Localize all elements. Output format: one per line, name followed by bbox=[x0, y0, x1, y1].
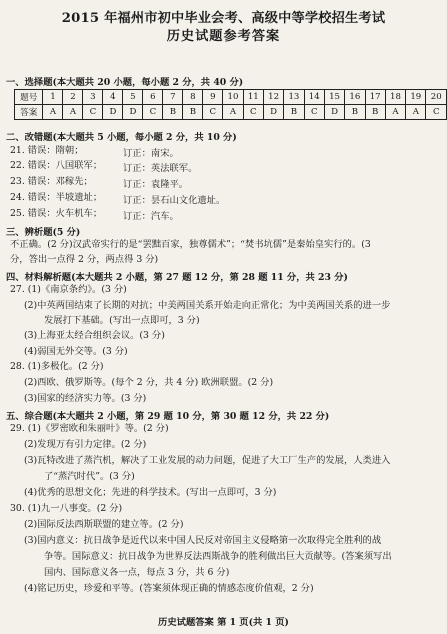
question-number-cell: 12 bbox=[263, 90, 283, 105]
question-number-cell: 17 bbox=[365, 90, 385, 105]
question-number-cell: 8 bbox=[183, 90, 203, 105]
answer-cell: C bbox=[203, 105, 223, 120]
q27-1: 27. (1)《南京条约》。(3 分) bbox=[10, 284, 127, 295]
section2-heading: 二、改错题(本大题共 5 小题，每小题 2 分，共 10 分) bbox=[6, 132, 237, 143]
correction-wrong: 24. 错误：半坡遗址； bbox=[10, 192, 103, 203]
answer-cell: C bbox=[426, 105, 447, 120]
answer-cell: D bbox=[123, 105, 143, 120]
table-row-question-numbers bbox=[15, 90, 447, 105]
answer-cell: B bbox=[345, 105, 365, 120]
q30-1: 30. (1)九一八事变。(2 分) bbox=[10, 503, 123, 514]
answer-cell: D bbox=[263, 105, 283, 120]
section3-line-2: 分，答出一点得 2 分，两点得 3 分) bbox=[10, 254, 159, 265]
q30-3: (3)国内意义：抗日战争是近代以来中国人民反对帝国主义侵略第一次取得完全胜利的战 bbox=[24, 535, 382, 546]
question-number-cell: 16 bbox=[345, 90, 365, 105]
section3-heading: 三、辨析题(5 分) bbox=[6, 227, 81, 238]
row-label-answer: 答案 bbox=[15, 105, 43, 120]
question-number-cell: 10 bbox=[223, 90, 243, 105]
correction-fix: 订正：英法联军。 bbox=[123, 163, 198, 174]
answer-cell: C bbox=[243, 105, 263, 120]
question-number-cell: 5 bbox=[123, 90, 143, 105]
section5-heading: 五、综合题(本大题共 2 小题，第 29 题 10 分，第 30 题 12 分，共 22 分) bbox=[6, 411, 330, 422]
question-number-cell: 18 bbox=[385, 90, 405, 105]
answer-cell: A bbox=[63, 105, 83, 120]
question-number-cell: 7 bbox=[163, 90, 183, 105]
row-label-question: 题号 bbox=[15, 90, 43, 105]
q28-2: (2)西欧、俄罗斯等。(每个 2 分，共 4 分) 欧洲联盟。(2 分) bbox=[24, 377, 274, 388]
q30-3-cont1: 争等。国际意义：抗日战争为世界反法西斯战争的胜利做出巨大贡献等。(答案须写出 bbox=[44, 551, 392, 562]
question-number-cell: 9 bbox=[203, 90, 223, 105]
correction-wrong: 25. 错误：火车机车； bbox=[10, 208, 103, 219]
answer-cell: B bbox=[365, 105, 385, 120]
question-number-cell: 4 bbox=[103, 90, 123, 105]
answer-cell: A bbox=[223, 105, 243, 120]
correction-wrong: 21. 错误：隋朝； bbox=[10, 145, 84, 156]
correction-fix: 订正：袁隆平。 bbox=[123, 179, 189, 190]
answer-cell: C bbox=[304, 105, 324, 120]
correction-fix: 订正：汽车。 bbox=[123, 211, 179, 222]
correction-fix: 订正：昙石山文化遗址。 bbox=[123, 195, 226, 206]
question-number-cell: 19 bbox=[406, 90, 426, 105]
answer-cell: A bbox=[43, 105, 63, 120]
answer-cell: C bbox=[143, 105, 163, 120]
q30-4: (4)铭记历史，珍爱和平等。(答案须体现正确的情感态度价值观，2 分) bbox=[24, 583, 314, 594]
q28-1: 28. (1)多极化。(2 分) bbox=[10, 361, 104, 372]
q27-4: (4)弱国无外交等。(3 分) bbox=[24, 346, 128, 357]
exam-title: 2015 年福州市初中毕业会考、高级中等学校招生考试 bbox=[61, 11, 386, 26]
answer-table bbox=[14, 89, 447, 120]
answer-cell: D bbox=[103, 105, 123, 120]
answer-cell: B bbox=[183, 105, 203, 120]
question-number-cell: 6 bbox=[143, 90, 163, 105]
question-number-cell: 2 bbox=[63, 90, 83, 105]
answer-cell: C bbox=[83, 105, 103, 120]
question-number-cell: 3 bbox=[83, 90, 103, 105]
q30-3-cont2: 国内、国际意义各一点，每点 3 分，共 6 分) bbox=[44, 567, 230, 578]
section4-heading: 四、材料解析题(本大题共 2 小题，第 27 题 12 分，第 28 题 11 分，共 23 分) bbox=[6, 272, 348, 283]
answer-cell: A bbox=[406, 105, 426, 120]
question-number-cell: 11 bbox=[243, 90, 263, 105]
section1-heading: 一、选择题(本大题共 20 小题，每小题 2 分，共 40 分) bbox=[6, 77, 244, 88]
question-number-cell: 13 bbox=[284, 90, 304, 105]
answer-cell: D bbox=[324, 105, 344, 120]
page-footer: 历史试题答案 第 1 页(共 1 页) bbox=[158, 617, 289, 628]
q28-3: (3)国家的经济实力等。(3 分) bbox=[24, 393, 147, 404]
correction-fix: 订正：南宋。 bbox=[123, 148, 179, 159]
q29-4: (4)优秀的思想文化；先进的科学技术。(写出一点即可，3 分) bbox=[24, 487, 277, 498]
q29-3-cont: 了“蒸汽时代”。(3 分) bbox=[44, 471, 135, 482]
question-number-cell: 1 bbox=[43, 90, 63, 105]
question-number-cell: 20 bbox=[426, 90, 447, 105]
q27-2: (2)中英两国结束了长期的对抗；中美两国关系开始走向正常化；为中美两国关系的进一步 bbox=[24, 300, 391, 311]
q30-2: (2)国际反法西斯联盟的建立等。(2 分) bbox=[24, 519, 184, 530]
answer-cell: A bbox=[385, 105, 405, 120]
correction-wrong: 23. 错误：邓稼先； bbox=[10, 176, 93, 187]
question-number-cell: 15 bbox=[324, 90, 344, 105]
q27-2-cont: 发展打下基础。(写出一点即可，3 分) bbox=[44, 315, 200, 326]
table-row-answers bbox=[15, 105, 447, 120]
doc-subtitle: 历史试题参考答案 bbox=[166, 29, 281, 44]
section3-line-1: 不正确。(2 分)汉武帝实行的是“罢黜百家，独尊儒术”；“焚书坑儒”是秦始皇实行的。(3 bbox=[10, 239, 371, 250]
q29-1: 29. (1)《罗密欧和朱丽叶》等。(2 分) bbox=[10, 423, 169, 434]
answer-cell: B bbox=[163, 105, 183, 120]
q29-2: (2)发现万有引力定律。(2 分) bbox=[24, 439, 147, 450]
answer-cell: B bbox=[284, 105, 304, 120]
q27-3: (3)上海亚太经合组织会议。(3 分) bbox=[24, 330, 165, 341]
q29-3: (3)瓦特改进了蒸汽机，解决了工业发展的动力问题，促进了大工厂生产的发展，人类进入 bbox=[24, 455, 391, 466]
correction-wrong: 22. 错误：八国联军； bbox=[10, 160, 103, 171]
question-number-cell: 14 bbox=[304, 90, 324, 105]
